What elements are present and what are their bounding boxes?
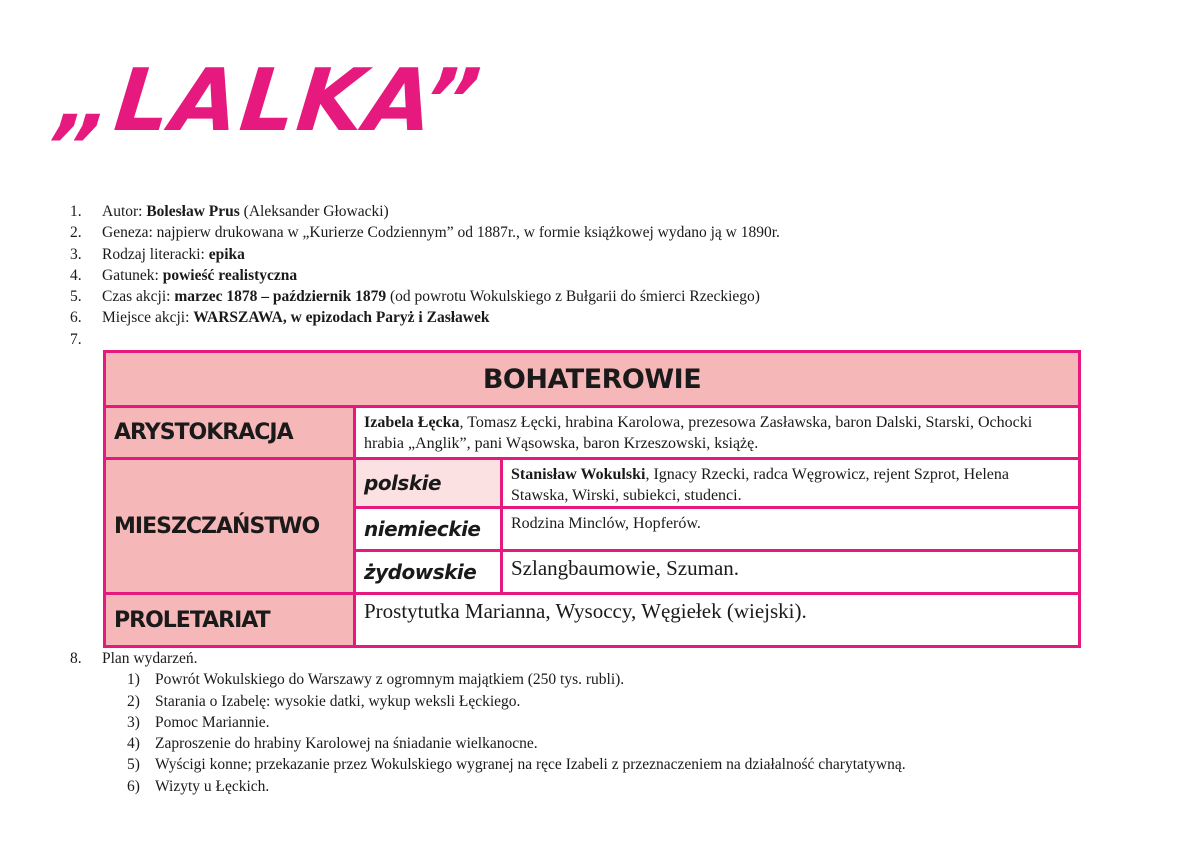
list-item: 8. Plan wydarzeń. [70, 650, 198, 667]
category-proletariat: PROLETARIAT [105, 594, 355, 647]
plan-section [70, 648, 906, 797]
event-item: 2) Starania o Izabelę: wysokie datki, wykup weksli Łęckiego. [127, 692, 521, 710]
list-item: 3. Rodzaj literacki: epika [70, 245, 245, 263]
list-item: 2. Geneza: najpierw drukowana w „Kurierze Codziennym” od 1887r., w formie książkowej wydano ją w 1890r. [70, 224, 780, 242]
aristocracy-characters: Izabela Łęcka, Tomasz Łęcki, hrabina Karolowa, prezesowa Zasławska, baron Dalski, Starski, Ochocki hrabia „Anglik”, pani Wąsowska, baron Krzeszowski, książę. [355, 407, 1080, 459]
list-item: 1. Autor: Bolesław Prus (Aleksander Głowacki) [70, 203, 389, 220]
characters-table [103, 350, 1081, 648]
info-list [70, 201, 780, 350]
german-characters: Rodzina Minclów, Hopferów. [502, 508, 1080, 551]
list-item: 4. Gatunek: powieść realistyczna [70, 266, 298, 284]
table-header: BOHATEROWIE [105, 352, 1080, 407]
subcategory-jewish: żydowskie [355, 551, 502, 594]
subcategory-german: niemieckie [355, 508, 502, 551]
proletariat-characters: Prostytutka Marianna, Wysoccy, Węgiełek (wiejski). [355, 594, 1080, 647]
event-item: 5) Wyścigi konne; przekazanie przez Wokulskiego wygranej na ręce Izabeli z przeznaczeniem na działalność charytatywną. [127, 756, 906, 774]
event-item: 1) Powrót Wokulskiego do Warszawy z ogromnym majątkiem (250 tys. rubli). [127, 671, 625, 689]
polish-characters: Stanisław Wokulski, Ignacy Rzecki, radca Węgrowicz, rejent Szprot, Helena Stawska, Wirski, subiekci, studenci. [502, 459, 1080, 508]
event-item: 3) Pomoc Mariannie. [127, 713, 270, 731]
category-bourgeoisie: MIESZCZAŃSTWO [105, 459, 355, 594]
list-item: 7. [70, 330, 82, 348]
document-title: „LALKA” [52, 51, 487, 151]
list-item: 6. Miejsce akcji: WARSZAWA, w epizodach Paryż i Zasławek [70, 309, 490, 327]
jewish-characters: Szlangbaumowie, Szuman. [502, 551, 1080, 594]
category-aristocracy: ARYSTOKRACJA [105, 407, 355, 459]
list-item: 5. Czas akcji: marzec 1878 – październik 1879 (od powrotu Wokulskiego z Bułgarii do śmierci Rzeckiego) [70, 288, 760, 306]
events-list [70, 669, 906, 797]
event-item: 4) Zaproszenie do hrabiny Karolowej na śniadanie wielkanocne. [127, 735, 538, 753]
event-item: 6) Wizyty u Łęckich. [127, 777, 270, 795]
subcategory-polish: polskie [355, 459, 502, 508]
